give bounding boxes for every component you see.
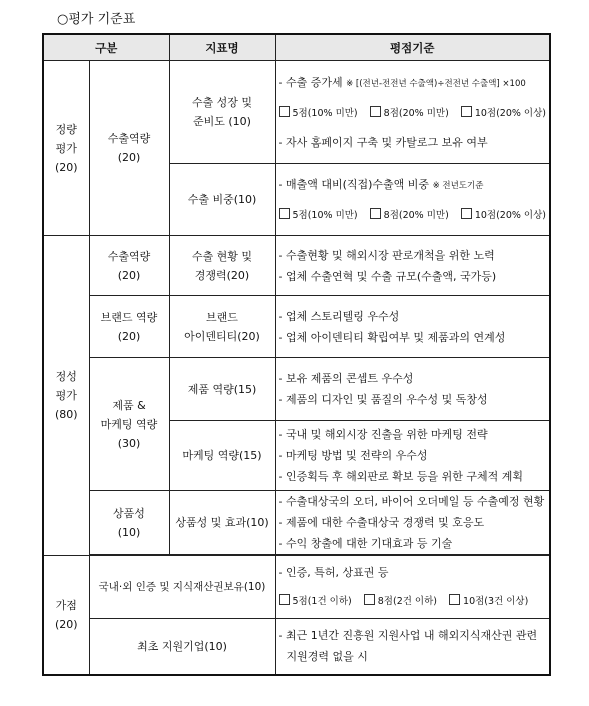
sub-category: 수출역량 (20) xyxy=(89,61,169,236)
checkbox xyxy=(370,208,381,219)
indicator-name: 상품성 및 효과(10) xyxy=(169,491,275,555)
table-row xyxy=(43,491,550,555)
table-row xyxy=(43,296,550,358)
table-row xyxy=(43,236,550,296)
indicator-name: 최초 지원기업(10) xyxy=(89,619,275,675)
indicator-name: 국내·외 인증 및 지식재산권보유(10) xyxy=(89,556,275,619)
table-row xyxy=(43,358,550,421)
criteria-cell: - 매출액 대비(직접)수출액 비중 ※ 전년도기준 5점(10% 미만) 8점(20% 미만) 10점(20% 이상) xyxy=(275,164,550,236)
sub-category: 수출역량 (20) xyxy=(89,236,169,296)
table-row xyxy=(43,61,550,164)
criteria-cell: - 최근 1년간 진흥원 지원사업 내 해외지식재산권 관련 지원경력 없을 시 xyxy=(275,619,550,675)
table-row xyxy=(43,556,550,619)
criteria-cell: - 보유 제품의 콘셉트 우수성 - 제품의 디자인 및 품질의 우수성 및 독창성 xyxy=(275,358,550,421)
evaluation-criteria-table xyxy=(42,33,551,676)
section-label-quant: 정량 평가 (20) xyxy=(43,61,89,236)
indicator-name: 수출 현황 및 경쟁력(20) xyxy=(169,236,275,296)
checkbox xyxy=(279,208,290,219)
indicator-name: 제품 역량(15) xyxy=(169,358,275,421)
criteria-cell: - 수출현황 및 해외시장 판로개척을 위한 노력 - 업체 수출연혁 및 수출 규모(수출액, 국가등) xyxy=(275,236,550,296)
header-category: 구분 xyxy=(43,34,169,61)
header-criteria: 평점기준 xyxy=(275,34,550,61)
table-row xyxy=(43,619,550,675)
criteria-cell: - 수출 증가세 ※ [(전년-전전년 수출액)÷전전년 수출액] ×100 5점(10% 미만) 8점(20% 미만) 10점(20% 이상) - 자사 홈페이지 구축 및 카탈로그 보유 여부 xyxy=(275,61,550,164)
sub-category: 상품성 (10) xyxy=(89,491,169,555)
criteria-cell: - 국내 및 해외시장 진출을 위한 마케팅 전략 - 마케팅 방법 및 전략의 우수성 - 인증획득 후 해외판로 확보 등을 위한 구체적 계획 xyxy=(275,421,550,491)
indicator-name: 브랜드 아이덴티티(20) xyxy=(169,296,275,358)
sub-category: 제품 & 마케팅 역량 (30) xyxy=(89,358,169,491)
header-indicator: 지표명 xyxy=(169,34,275,61)
section-label-qual: 정성 평가 (80) xyxy=(43,236,89,556)
page-title: ○평가 기준표 xyxy=(57,12,136,27)
indicator-name: 수출 비중(10) xyxy=(169,164,275,236)
sub-category: 브랜드 역량 (20) xyxy=(89,296,169,358)
checkbox xyxy=(370,106,381,117)
checkbox xyxy=(449,594,460,605)
table-header-row xyxy=(43,34,550,61)
criteria-cell: - 인증, 특허, 상표권 등 5점(1건 이하) 8점(2건 이하) 10점(3건 이상) xyxy=(275,556,550,619)
criteria-cell: - 업체 스토리텔링 우수성 - 업체 아이덴티티 확립여부 및 제품과의 연계성 xyxy=(275,296,550,358)
criteria-cell: - 수출대상국의 오더, 바이어 오더메일 등 수출예정 현황 - 제품에 대한 수출대상국 경쟁력 및 호응도 - 수익 창출에 대한 기대효과 등 기술 xyxy=(275,491,550,555)
checkbox xyxy=(461,106,472,117)
formula-note: ※ [(전년-전전년 수출액)÷전전년 수출액] ×100 xyxy=(346,78,526,89)
indicator-name: 수출 성장 및 준비도 (10) xyxy=(169,61,275,164)
section-label-bonus: 가점 (20) xyxy=(43,556,89,675)
checkbox xyxy=(364,594,375,605)
basis-note: ※ 전년도기준 xyxy=(432,180,484,191)
checkbox xyxy=(279,594,290,605)
checkbox xyxy=(461,208,472,219)
checkbox xyxy=(279,106,290,117)
indicator-name: 마케팅 역량(15) xyxy=(169,421,275,491)
